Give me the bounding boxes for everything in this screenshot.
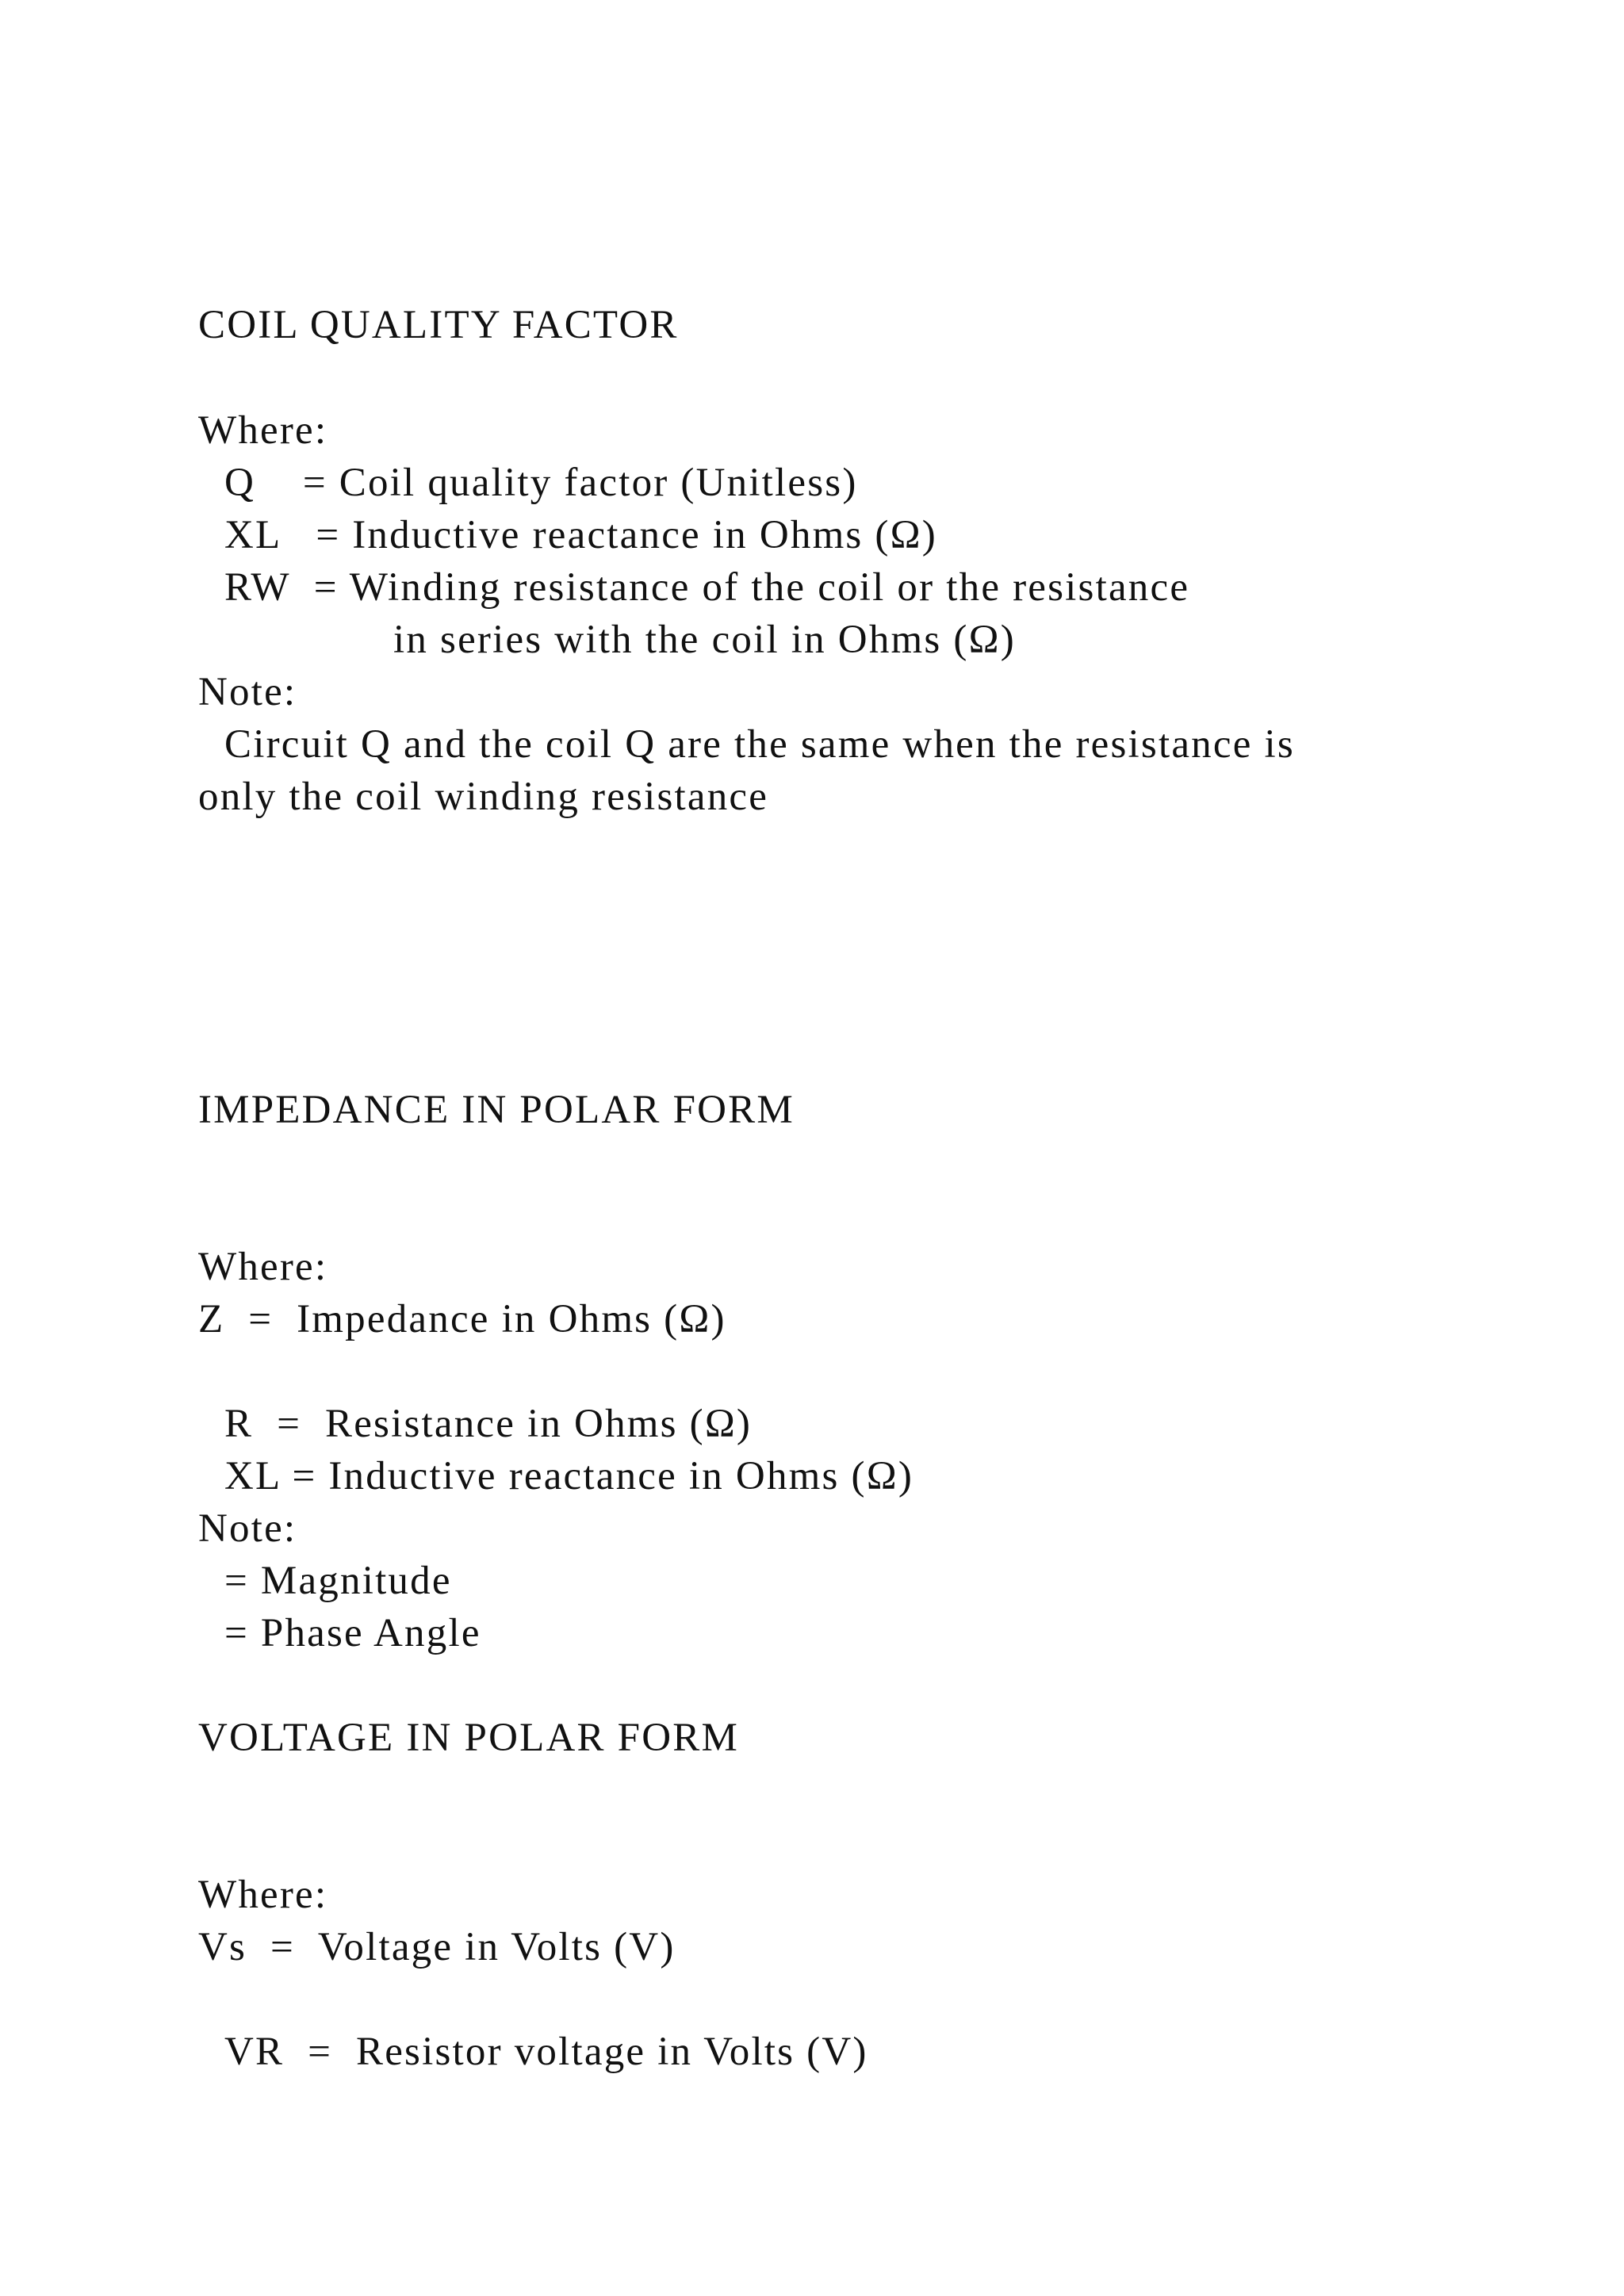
note-magnitude: = Magnitude [224,1559,452,1603]
section-title-impedance-polar: IMPEDANCE IN POLAR FORM [198,1088,795,1132]
definition-z: Z = Impedance in Ohms (Ω) [198,1297,726,1341]
where-label: Where: [198,1873,328,1917]
definition-r: R = Resistance in Ohms (Ω) [224,1402,753,1446]
section-title-voltage-polar: VOLTAGE IN POLAR FORM [198,1716,740,1760]
note-text-continued: only the coil winding resistance [198,775,769,819]
definition-xl: XL = Inductive reactance in Ohms (Ω) [224,1454,914,1498]
definition-rw-continued: in series with the coil in Ohms (Ω) [393,618,1016,662]
definition-vr: VR = Resistor voltage in Volts (V) [224,2030,868,2074]
section-title-coil-quality-factor: COIL QUALITY FACTOR [198,303,679,347]
note-text: Circuit Q and the coil Q are the same when the resistance is [224,722,1295,767]
definition-xl: XL = Inductive reactance in Ohms (Ω) [224,513,937,557]
where-label: Where: [198,408,328,453]
definition-vs: Vs = Voltage in Volts (V) [198,1925,676,1969]
where-label: Where: [198,1245,328,1289]
note-label: Note: [198,670,297,714]
definition-q: Q = Coil quality factor (Unitless) [224,461,858,505]
definition-rw: RW = Winding resistance of the coil or the resistance [224,565,1190,610]
note-label: Note: [198,1506,297,1551]
note-phase-angle: = Phase Angle [224,1611,481,1655]
